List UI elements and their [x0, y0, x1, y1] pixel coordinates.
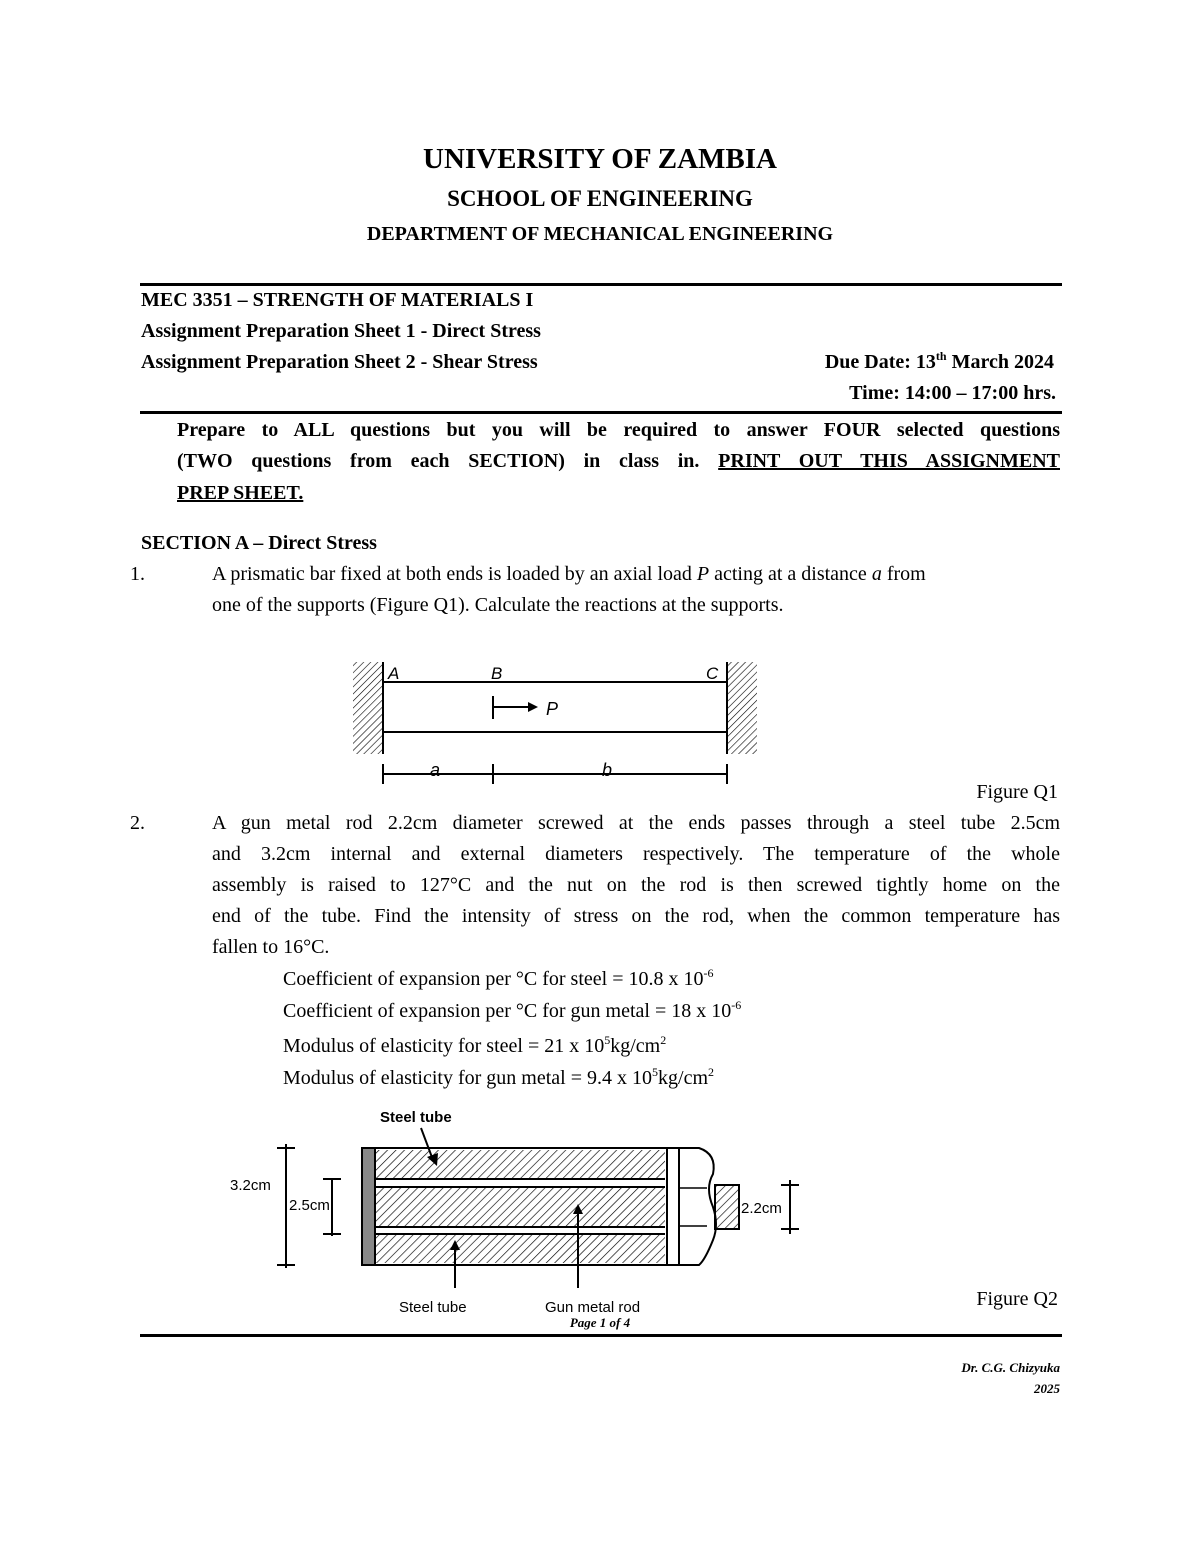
q2-coefficient-gun-metal-text: Coefficient of expansion per °C for gun metal = 18 x 10	[283, 1000, 732, 1022]
q2-line-4: end of the tube. Find the intensity of stress on the rod, when the common temperature has	[212, 905, 1060, 927]
due-date-prefix: Due Date: 13	[824, 351, 936, 373]
label-steel-tube-top: Steel tube	[380, 1109, 452, 1126]
q2-number: 2.	[130, 812, 145, 834]
q2-modulus-gun-metal-unit-exp: 2	[708, 1065, 715, 1079]
q2-line-3: assembly is raised to 127°C and the nut on the rod is then screwed tightly home on the	[212, 874, 1060, 896]
header-rule	[140, 283, 1062, 286]
tube-wall-top	[375, 1150, 665, 1179]
section-a-heading: SECTION A – Direct Stress	[141, 532, 377, 554]
figure-q1	[340, 650, 780, 790]
q2-coefficient-steel-exp: -6	[703, 966, 714, 980]
label-dim-outer: 3.2cm	[230, 1177, 271, 1194]
school-title: SCHOOL OF ENGINEERING	[447, 186, 753, 211]
due-date	[825, 351, 1054, 374]
q1-number: 1.	[130, 563, 145, 585]
sheet-1-title: Assignment Preparation Sheet 1 - Direct Stress	[141, 320, 541, 342]
exam-time: Time: 14:00 – 17:00 hrs.	[849, 382, 1056, 404]
q1-line-1-b: acting at a distance	[709, 563, 872, 585]
q2-coefficient-gun-metal-exp: -6	[731, 998, 742, 1012]
label-gun-metal-rod: Gun metal rod	[545, 1299, 641, 1316]
q2-coefficient-steel-text: Coefficient of expansion per °C for steel = 10.8 x 10	[283, 968, 704, 990]
label-C: C	[706, 664, 719, 683]
label-a: a	[430, 760, 441, 780]
q2-modulus-steel	[283, 1035, 666, 1058]
q2-coefficient-gun-metal	[283, 1000, 741, 1023]
label-dim-rod: 2.2cm	[741, 1200, 782, 1217]
figure-q1-caption: Figure Q1	[976, 781, 1058, 803]
q2-modulus-gun-metal-text: Modulus of elasticity for gun metal = 9.4 x 10	[283, 1067, 653, 1089]
q1-line-2: one of the supports (Figure Q1). Calculate the reactions at the supports.	[212, 594, 784, 616]
end-plate	[362, 1148, 375, 1265]
q2-modulus-steel-unit-exp: 2	[660, 1033, 667, 1047]
support-right-hatch	[727, 662, 757, 754]
q2-modulus-steel-unit: kg/cm	[610, 1035, 661, 1057]
rod-body	[375, 1187, 665, 1227]
support-left-hatch	[353, 662, 383, 754]
q1-line-1-a: A prismatic bar fixed at both ends is loaded by an axial load	[212, 563, 697, 585]
label-b: b	[602, 760, 613, 780]
instructions-line-2	[177, 450, 1060, 473]
q2-coefficient-steel	[283, 968, 713, 991]
q2-modulus-steel-exp: 5	[604, 1033, 611, 1047]
author: Dr. C.G. Chizyuka	[961, 1360, 1060, 1375]
page-number: Page 1 of 4	[569, 1315, 631, 1330]
q2-line-1: A gun metal rod 2.2cm diameter screwed at the ends passes through a steel tube 2.5cm	[212, 812, 1060, 834]
q2-modulus-gun-metal	[283, 1067, 714, 1090]
label-A: A	[388, 664, 400, 683]
q1-var-P: P	[696, 563, 710, 585]
q2-line-5: fallen to 16°C.	[212, 936, 330, 958]
label-dim-inner: 2.5cm	[289, 1197, 330, 1214]
load-arrow-head	[528, 702, 538, 712]
instructions-line-3: PREP SHEET.	[177, 482, 304, 504]
due-date-sup: th	[935, 349, 947, 363]
q2-modulus-gun-metal-exp: 5	[652, 1065, 659, 1079]
university-title: UNIVERSITY OF ZAMBIA	[423, 143, 777, 175]
washer	[667, 1148, 679, 1265]
instructions-line-1: Prepare to ALL questions but you will be required to answer FOUR selected questions	[177, 419, 1060, 441]
label-P: P	[546, 699, 559, 719]
sheet-2-title: Assignment Preparation Sheet 2 - Shear Stress	[141, 351, 538, 373]
due-date-suffix: March 2024	[946, 351, 1054, 373]
q1-line-1-c: from	[881, 563, 926, 585]
department-title: DEPARTMENT OF MECHANICAL ENGINEERING	[366, 223, 834, 245]
q2-modulus-steel-text: Modulus of elasticity for steel = 21 x 10	[283, 1035, 605, 1057]
nut	[679, 1148, 716, 1265]
figure-q2	[225, 1100, 825, 1325]
q2-line-2: and 3.2cm internal and external diameters respectively. The temperature of the whole	[212, 843, 1060, 865]
q1-line-1	[212, 563, 926, 586]
label-B: B	[491, 664, 503, 683]
q2-modulus-gun-metal-unit: kg/cm	[658, 1067, 709, 1089]
footer-rule	[140, 1334, 1062, 1337]
figure-q2-caption: Figure Q2	[976, 1288, 1058, 1310]
course-code-title: MEC 3351 – STRENGTH OF MATERIALS I	[141, 289, 534, 311]
tube-wall-bottom	[375, 1234, 665, 1263]
year: 2025	[1034, 1381, 1060, 1396]
instructions-line-2-plain: (TWO questions from each SECTION) in class in.	[177, 450, 719, 472]
q1-var-a: a	[871, 563, 882, 585]
instructions-print-out: PRINT OUT THIS ASSIGNMENT	[718, 450, 1060, 472]
rod-thread-end	[715, 1185, 739, 1229]
course-rule	[140, 411, 1062, 414]
label-steel-tube-bottom: Steel tube	[399, 1299, 467, 1316]
